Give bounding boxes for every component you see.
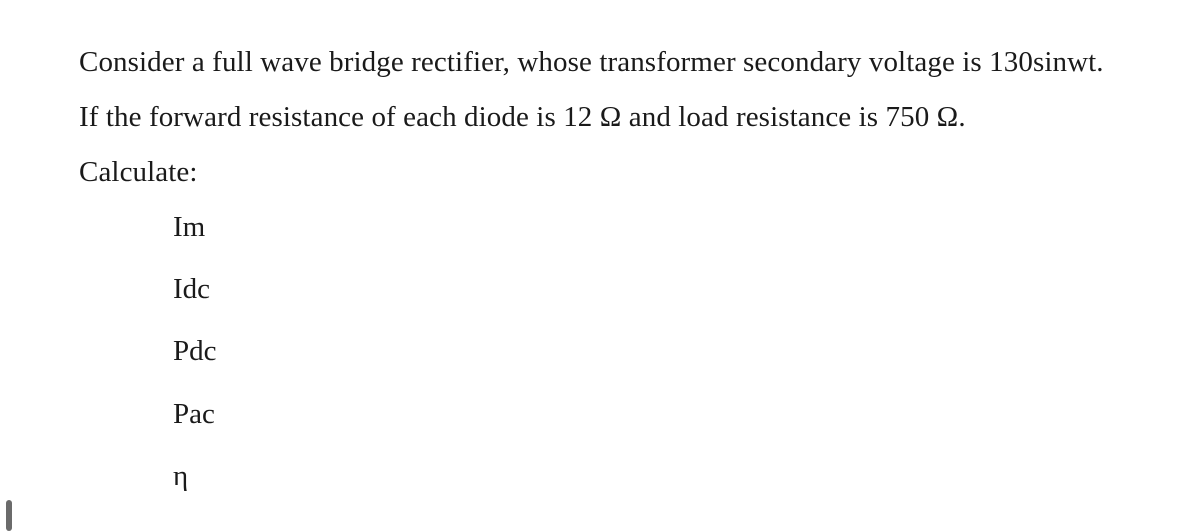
- edge-handle: [6, 500, 12, 531]
- item-term: Im: [173, 211, 206, 243]
- list-item: [0, 272, 400, 312]
- list-item: [0, 397, 400, 437]
- item-term: Idc: [173, 273, 211, 305]
- list-item: [0, 459, 400, 499]
- question-line-2: If the forward resistance of each diode is 12 Ω and load resistance is 750 Ω.: [79, 101, 966, 133]
- question-line-1: Consider a full wave bridge rectifier, whose transformer secondary voltage is 130sinwt.: [79, 46, 1104, 78]
- item-term: Pdc: [173, 335, 217, 367]
- calculate-prompt: Calculate:: [79, 156, 198, 188]
- item-term: Pac: [173, 398, 215, 430]
- item-term: η: [173, 460, 189, 492]
- list-item: [0, 210, 400, 250]
- list-item: [0, 334, 400, 374]
